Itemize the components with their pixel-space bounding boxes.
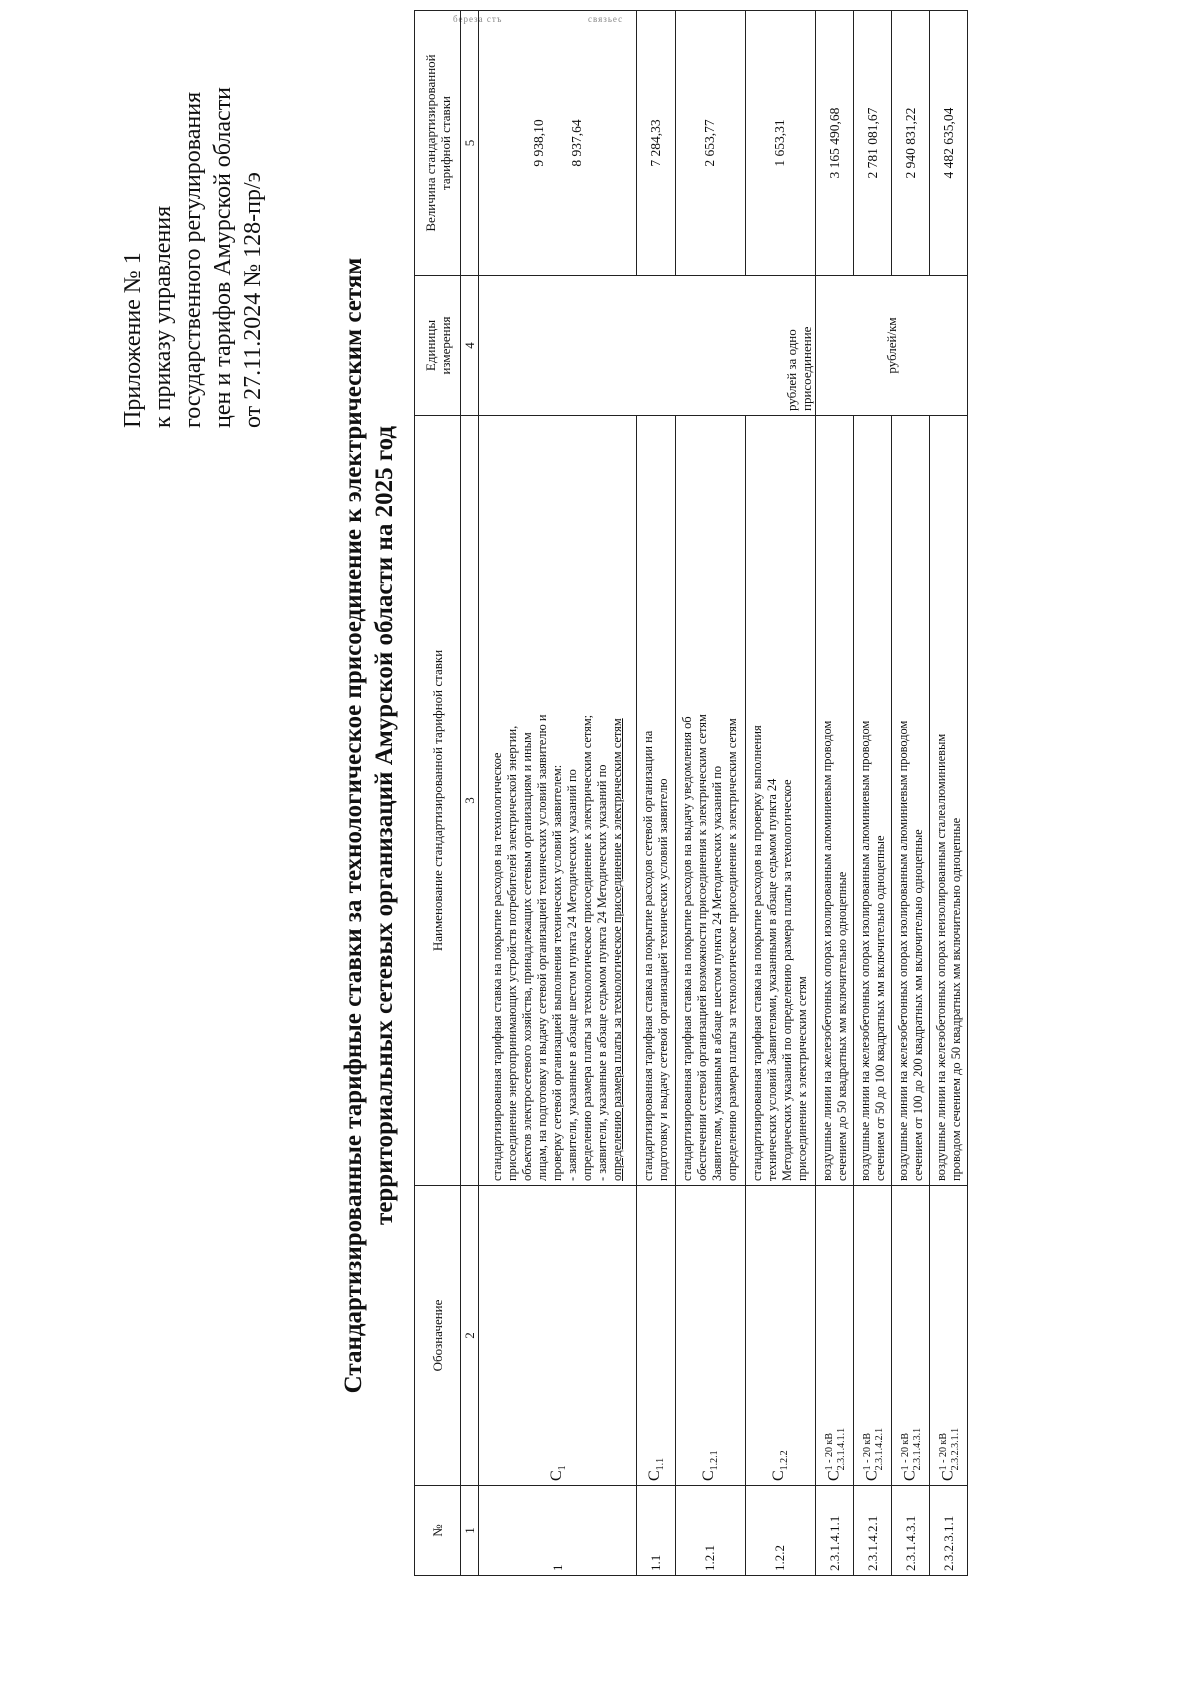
code-base: С [900, 1470, 918, 1481]
header-unit-l1: Единицы [422, 319, 438, 372]
code-base: С [646, 1470, 664, 1481]
rate-name [816, 416, 854, 1186]
name-line: обеспечении сетевой организацией возможности присоединения к электрическим сетям [695, 714, 710, 1181]
column-number: 3 [461, 416, 479, 1186]
name-line: подготовку и выдачу сетевой организацией технических условий заявителю [656, 778, 671, 1181]
table-row [637, 11, 675, 1576]
rate-value: 3 165 490,68 [816, 11, 854, 276]
code-sup: 1 - 20 кВ [861, 1432, 873, 1471]
table-row [854, 11, 892, 1576]
rate-name [479, 416, 637, 1186]
name-line: стандартизированная тарифная ставка на покрытие расходов на выдачу уведомления об [680, 716, 695, 1181]
name-line: присоединение к электрическим сетям [795, 976, 810, 1181]
header-name: Наименование стандартизированной тарифной ставки [415, 416, 461, 1186]
code-sub: 1.1 [655, 1457, 667, 1471]
title-line: Стандартизированные тарифные ставки за технологическое присоединение к электрическим сетям [340, 257, 367, 1394]
name-line: Заявителям, указанным в абзаце шестом пункта 24 Методических указаний по [710, 765, 725, 1181]
rate-name [854, 416, 892, 1186]
code-sub: 2.3.2.3.1.1 [949, 1427, 961, 1471]
title-line: территориальных сетевых организаций Амурской области на 2025 год [371, 426, 398, 1226]
appendix-line: Приложение № 1 [120, 252, 146, 428]
header-unit-l2: измерения [437, 316, 453, 375]
rate-value: 1 653,31 [745, 11, 815, 276]
name-line: воздушные линии на железобетонных опорах изолированным алюминиевым проводом [895, 720, 910, 1181]
name-line: присоединение энергопринимающих устройств потребителей электрической энергии, [505, 725, 520, 1181]
rate-value-2: 8 937,64 [568, 119, 584, 167]
code-sup: 1 - 20 кВ [937, 1432, 949, 1471]
name-line: стандартизированная тарифная ставка на покрытие расходов на технологическое [490, 752, 505, 1181]
rate-code [745, 1186, 815, 1486]
rate-value [479, 11, 637, 276]
rate-value-1: 9 938,10 [530, 119, 546, 167]
row-number: 2.3.1.4.2.1 [854, 1486, 892, 1576]
header-unit [415, 276, 461, 416]
rate-code [479, 1186, 637, 1486]
rate-code [892, 1186, 930, 1486]
appendix-line: к приказу управления [150, 205, 176, 428]
code-base: С [938, 1470, 956, 1481]
rate-value: 2 940 831,22 [892, 11, 930, 276]
code-sup: 1 - 20 кВ [823, 1432, 835, 1471]
row-number: 1.2.2 [745, 1486, 815, 1576]
name-line: определению размера платы за технологическое присоединение к электрическим сетям [725, 718, 740, 1181]
code-sub: 2.3.1.4.2.1 [873, 1427, 885, 1471]
name-line: лицам, на подготовку и выдачу сетевой организацией технических условий заявителю и [535, 714, 550, 1181]
code-base: С [824, 1470, 842, 1481]
rate-name [930, 416, 968, 1186]
appendix-line: цен и тарифов Амурской области [210, 86, 236, 428]
column-number-row [461, 11, 479, 1576]
rate-value: 2 781 081,67 [854, 11, 892, 276]
row-number: 1.1 [637, 1486, 675, 1576]
row-number: 1 [479, 1486, 637, 1576]
table-row [479, 11, 637, 1576]
name-line: сечением от 50 до 100 квадратных мм включительно одноцепные [872, 835, 887, 1181]
name-line: проверку сетевой организацией выполнения технических условий заявителем: [550, 764, 565, 1181]
table-row [675, 11, 745, 1576]
name-line: воздушные линии на железобетонных опорах изолированным алюминиевым проводом [857, 720, 872, 1181]
column-number: 1 [461, 1486, 479, 1576]
unit-rub-per-connection [479, 276, 816, 416]
rate-name [745, 416, 815, 1186]
appendix-line: от 27.11.2024 № 128-пр/э [240, 172, 266, 428]
column-number: 2 [461, 1186, 479, 1486]
code-base: С [862, 1470, 880, 1481]
header-value-l1: Величина стандартизированной [422, 54, 438, 232]
code-base: С [547, 1470, 565, 1481]
name-line: проводом сечением до 50 квадратных мм включительно одноцепные [948, 817, 963, 1181]
rate-code [930, 1186, 968, 1486]
rate-code [816, 1186, 854, 1486]
row-number: 2.3.1.4.3.1 [892, 1486, 930, 1576]
row-number: 2.3.2.3.1.1 [930, 1486, 968, 1576]
column-number: 4 [461, 276, 479, 416]
code-sub: 1.2.2 [779, 1450, 791, 1471]
code-sub: 2.3.1.4.1.1 [835, 1427, 847, 1471]
table-row [816, 11, 854, 1576]
rate-value: 2 653,77 [675, 11, 745, 276]
scan-mark-right: связьес [588, 14, 624, 24]
name-line: стандартизированная тарифная ставка на покрытие расходов на проверку выполнения [750, 725, 765, 1181]
appendix-line: государственного регулирования [180, 91, 206, 428]
column-number: 5 [461, 11, 479, 276]
name-line: определению размера платы за технологическое присоединение к электрическим сетям; [580, 714, 595, 1181]
header-code: Обозначение [415, 1186, 461, 1486]
code-sub: 1.2.1 [709, 1450, 721, 1471]
table-row [892, 11, 930, 1576]
table-row [745, 11, 815, 1576]
code-base: С [770, 1470, 788, 1481]
code-sub: 1 [556, 1465, 568, 1471]
appendix-block [118, 8, 268, 428]
unit-line: присоединение [799, 326, 814, 411]
table-row [930, 11, 968, 1576]
rate-code [637, 1186, 675, 1486]
tariff-table [414, 10, 968, 1576]
rate-value: 4 482 635,04 [930, 11, 968, 276]
code-sup: 1 - 20 кВ [899, 1432, 911, 1471]
name-line: - заявители, указанные в абзаце шестом пункта 24 Методических указаний по [565, 769, 580, 1181]
rate-name [637, 416, 675, 1186]
name-line: - заявители, указанные в абзаце седьмом пункта 24 Методических указаний по [595, 764, 610, 1181]
row-number: 2.3.1.4.1.1 [816, 1486, 854, 1576]
name-line: сечением от 100 до 200 квадратных мм включительно одноцепные [910, 829, 925, 1181]
name-line: сечением до 50 квадратных мм включительно одноцепные [834, 871, 849, 1181]
header-value-l2: тарифной ставки [437, 96, 453, 190]
name-line: воздушные линии на железобетонных опорах изолированным алюминиевым проводом [819, 720, 834, 1181]
rate-code [854, 1186, 892, 1486]
name-line: объектов электросетевого хозяйства, принадлежащих сетевым организациям и иным [520, 732, 535, 1181]
code-sub: 2.3.1.4.3.1 [911, 1427, 923, 1471]
header-value [415, 11, 461, 276]
name-line: определению размера платы за технологическое присоединение к электрическим сетям [610, 718, 625, 1181]
header-no: № [415, 1486, 461, 1576]
name-line: технических условий Заявителями, указанными в абзаце седьмом пункта 24 [765, 778, 780, 1181]
unit-line: рублей за одно [784, 329, 799, 411]
rate-code [675, 1186, 745, 1486]
name-line: Методических указаний по определению размера платы за технологическое [780, 779, 795, 1181]
document-title [338, 63, 400, 1588]
name-line: воздушные линии на железобетонных опорах неизолированным сталеалюминиевым [933, 733, 948, 1181]
rate-value: 7 284,33 [637, 11, 675, 276]
rate-name [892, 416, 930, 1186]
unit-rub-per-km: рублей/км [816, 276, 968, 416]
rate-name [675, 416, 745, 1186]
code-base: С [700, 1470, 718, 1481]
table-header-row [415, 11, 461, 1576]
name-line: стандартизированная тарифная ставка на покрытие расходов сетевой организации на [641, 730, 656, 1181]
scan-mark-left: береза стъ [453, 14, 503, 24]
row-number: 1.2.1 [675, 1486, 745, 1576]
